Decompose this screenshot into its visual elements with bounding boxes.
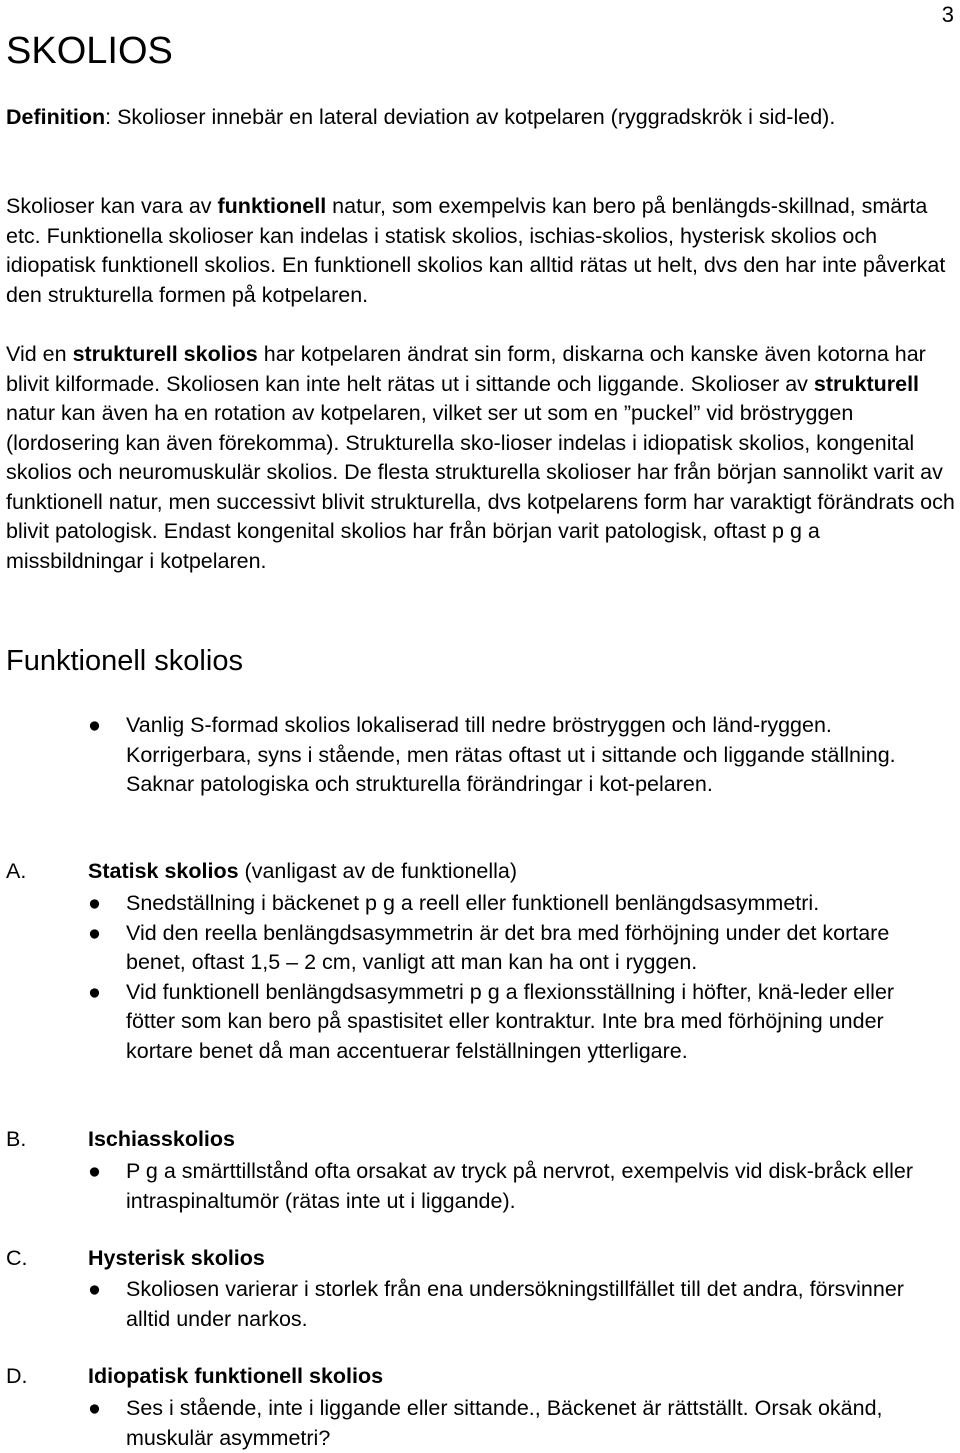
item-b-title: Ischiasskolios bbox=[88, 1127, 235, 1151]
para3-text-1: Vid en bbox=[6, 342, 73, 366]
bullet-text: Vid funktionell benlängdsasymmetri p g a flexionsställning i höfter, knä-leder eller fötter som kan bero på spastisitet eller kontraktur. Inte bra med förhöjning under kortare benet då man accentuerar felställningen ytterligare. bbox=[126, 979, 895, 1063]
para2-bold-1: funktionell bbox=[217, 194, 327, 218]
list-item bbox=[0, 1275, 926, 1334]
bullet-text: Ses i stående, inte i liggande eller sittande., Bäckenet är rättställt. Orsak okänd, muskulär asymmetri? bbox=[126, 1396, 883, 1450]
item-c-bullet-list bbox=[0, 1275, 960, 1334]
para2-text-2: natur, som exempelvis kan bero på benlängds-skillnad, smärta etc. Funktionella skolioser kan indelas i statisk skolios, ischias-skolios, hysterisk skolios och idiopatisk funktionell skolios. En funktionell skolios kan alltid rätas ut helt, dvs den har inte påverkat den strukturella formen på kotpelaren. bbox=[6, 194, 946, 307]
item-a-letter: A. bbox=[6, 859, 27, 883]
item-d-bullet-list bbox=[0, 1394, 960, 1453]
intro-bullet-list bbox=[0, 711, 960, 800]
structural-paragraph bbox=[6, 340, 956, 576]
item-b-bullet-list bbox=[0, 1157, 960, 1216]
item-c-letter: C. bbox=[6, 1246, 28, 1270]
bullet-text: Vid den reella benlängdsasymmetrin är det bra med förhöjning under det kortare benet, oftast 1,5 – 2 cm, vanligt att man kan ha ont i ryggen. bbox=[126, 920, 890, 974]
bullet-icon: ● bbox=[88, 1159, 101, 1183]
item-b-letter: B. bbox=[6, 1127, 27, 1151]
definition-paragraph bbox=[6, 103, 956, 133]
list-item bbox=[0, 1157, 926, 1216]
bullet-icon: ● bbox=[88, 1277, 101, 1301]
item-a-title-line bbox=[88, 857, 517, 887]
bullet-icon: ● bbox=[88, 1396, 101, 1420]
bullet-text: Snedställning i bäckenet p g a reell eller funktionell benlängdsasymmetri. bbox=[126, 891, 820, 915]
item-a-title: Statisk skolios bbox=[88, 859, 239, 883]
list-item bbox=[0, 711, 926, 800]
list-item bbox=[0, 978, 926, 1067]
page-number: 3 bbox=[941, 2, 954, 27]
bullet-text: P g a smärttillstånd ofta orsakat av tryck på nervrot, exempelvis vid disk-bråck eller intraspinaltumör (rätas inte ut i liggande). bbox=[126, 1159, 914, 1213]
bullet-text: Vanlig S-formad skolios lokaliserad till nedre bröstryggen och länd-ryggen. Korrigerbara, syns i stående, men rätas oftast ut i sittande och liggande ställning. Saknar patologiska och strukturella förändringar i kot-pelaren. bbox=[126, 713, 896, 796]
bullet-icon: ● bbox=[88, 920, 101, 945]
page-title: SKOLIOS bbox=[6, 30, 173, 72]
bullet-icon: ● bbox=[88, 979, 101, 1004]
bullet-text: Skoliosen varierar i storlek från ena undersökningstillfället till det andra, försvinner alltid under narkos. bbox=[126, 1277, 904, 1331]
para3-text-2: har kotpelaren ändrat sin form, diskarna och kanske även kotorna har blivit kilformade. Skoliosen kan inte helt rätas ut i sittande och liggande. Skolioser av bbox=[6, 342, 926, 396]
list-item bbox=[0, 1394, 926, 1453]
para3-text-3: natur kan även ha en rotation av kotpelaren, vilket ser ut som en ”puckel” vid bröstryggen (lordosering kan även förekomma). Strukturella sko-lioser indelas i idiopatisk skolios, kongenital skolios och neuromuskulär skolios. De flesta strukturella skolioser har från början sannolikt varit av funktionell natur, men successivt blivit strukturella, dvs kotpelarens form har varaktigt förändrats och blivit patologisk. Endast kongenital skolios har från början varit patologisk, oftast p g a missbildningar i kotpelaren. bbox=[6, 401, 955, 573]
bullet-icon: ● bbox=[88, 713, 101, 737]
list-item bbox=[0, 889, 926, 919]
item-a-title-suffix: (vanligast av de funktionella) bbox=[238, 859, 518, 883]
list-item bbox=[0, 919, 926, 978]
para2-text-1: Skolioser kan vara av bbox=[6, 194, 218, 218]
section-heading: Funktionell skolios bbox=[6, 645, 243, 677]
definition-label: Definition bbox=[6, 105, 106, 129]
definition-text: : Skolioser innebär en lateral deviation av kotpelaren (ryggradskrök i sid-led). bbox=[105, 105, 836, 129]
para3-bold-2: strukturell bbox=[813, 371, 920, 396]
item-a-bullet-list bbox=[0, 889, 960, 1066]
bullet-icon: ● bbox=[88, 891, 101, 915]
item-c-title: Hysterisk skolios bbox=[88, 1246, 265, 1270]
functional-paragraph bbox=[6, 192, 956, 310]
item-d-letter: D. bbox=[6, 1364, 28, 1388]
para3-bold-1: strukturell skolios bbox=[72, 342, 258, 366]
item-d-title: Idiopatisk funktionell skolios bbox=[88, 1364, 384, 1388]
